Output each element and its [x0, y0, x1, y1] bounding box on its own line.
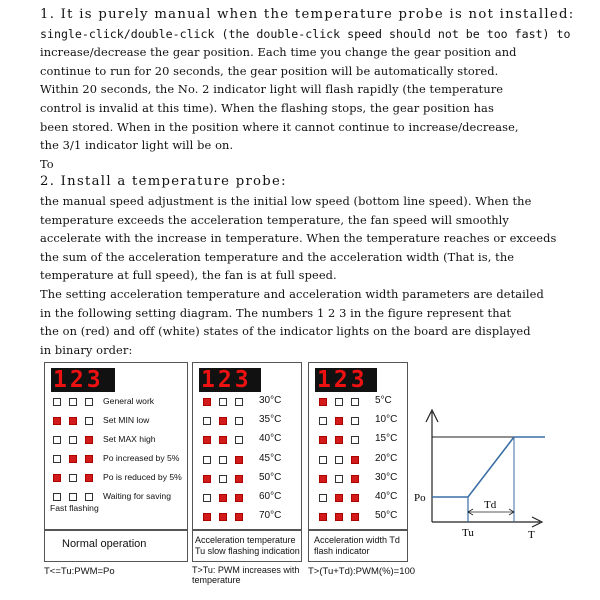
panel-below-line: temperature [192, 575, 241, 585]
setting-row [203, 510, 298, 524]
indicator-light-3 [351, 475, 359, 483]
indicator-light-2 [69, 436, 77, 444]
setting-label: Po is reduced by 5% [103, 472, 182, 482]
indicator-light-1 [319, 475, 327, 483]
setting-row [319, 510, 404, 524]
indicator-light-3 [85, 436, 93, 444]
paragraph-line: temperature at full speed), the fan is at full speed. [40, 268, 337, 283]
indicator-light-1 [203, 475, 211, 483]
setting-row [319, 453, 404, 467]
t-axis-label: T [528, 529, 535, 541]
led-display-digits: 123 [317, 367, 368, 393]
paragraph-line: 1. It is purely manual when the temperature probe is not installed: [40, 7, 575, 22]
indicator-light-1 [203, 456, 211, 464]
setting-label: Set MIN low [103, 415, 150, 425]
setting-row [53, 395, 183, 409]
indicator-light-1 [319, 398, 327, 406]
speed-curve-diagram [410, 392, 550, 542]
indicator-light-2 [219, 513, 227, 521]
indicator-light-1 [203, 436, 211, 444]
led-display [51, 368, 115, 392]
paragraph-line: the on (red) and off (white) states of the indicator lights on the board are displayed [40, 324, 531, 339]
setting-label: 45°C [259, 452, 282, 464]
setting-label: 70°C [259, 510, 282, 522]
indicator-light-1 [203, 398, 211, 406]
setting-label: 5°C [375, 395, 392, 406]
setting-row [53, 452, 183, 466]
paragraph-line: single-click/double-click (the double-click speed should not be too fast) to [40, 26, 571, 41]
indicator-light-3 [351, 494, 359, 502]
panel-below-line: T>Tu: PWM increases with [192, 565, 300, 575]
setting-row [319, 414, 404, 428]
indicator-light-2 [69, 455, 77, 463]
indicator-light-3 [351, 436, 359, 444]
setting-label: 40°C [259, 433, 282, 445]
indicator-light-3 [85, 398, 93, 406]
indicator-light-3 [85, 493, 93, 501]
acceleration-temperature-footer [192, 530, 302, 562]
indicator-light-1 [203, 513, 211, 521]
indicator-light-3 [85, 455, 93, 463]
indicator-light-3 [235, 475, 243, 483]
indicator-light-1 [319, 513, 327, 521]
indicator-light-2 [69, 398, 77, 406]
paragraph-line: continue to run for 20 seconds, the gear position will be automatically stored. [40, 63, 499, 78]
paragraph-line: control is invalid at this time). When the flashing stops, the gear position has [40, 100, 494, 115]
indicator-light-3 [351, 398, 359, 406]
indicator-light-2 [335, 456, 343, 464]
setting-row [203, 433, 298, 447]
panel-footer-line: flash indicator [314, 546, 370, 556]
indicator-light-2 [219, 398, 227, 406]
panel-footer-line: Acceleration temperature [195, 535, 296, 545]
setting-row [319, 433, 404, 447]
indicator-light-3 [351, 417, 359, 425]
indicator-light-2 [335, 417, 343, 425]
setting-row [203, 472, 298, 486]
po-label: Po [414, 492, 426, 504]
indicator-light-1 [53, 493, 61, 501]
indicator-light-3 [235, 456, 243, 464]
normal-operation-panel [44, 362, 188, 530]
panel-below-text: T>(Tu+Td):PWM(%)=100 [308, 566, 416, 577]
indicator-light-3 [235, 436, 243, 444]
indicator-light-1 [53, 398, 61, 406]
td-label: Td [484, 499, 497, 511]
setting-label: 30°C [259, 395, 282, 406]
acceleration-temperature-panel [192, 362, 302, 530]
indicator-light-2 [335, 398, 343, 406]
setting-row [53, 471, 183, 485]
led-display-digits: 123 [201, 367, 252, 393]
indicator-light-3 [235, 513, 243, 521]
panel-below-text: T<=Tu:PWM=Po [44, 566, 115, 577]
indicator-light-2 [69, 474, 77, 482]
setting-label: 40°C [375, 491, 398, 502]
indicator-light-1 [53, 474, 61, 482]
indicator-light-3 [351, 456, 359, 464]
indicator-light-3 [85, 417, 93, 425]
setting-row [203, 453, 298, 467]
setting-label: 10°C [375, 414, 398, 426]
paragraph-line: To [40, 156, 54, 171]
indicator-light-3 [235, 398, 243, 406]
panel-footer-line: Acceleration width Td [314, 535, 400, 545]
setting-row [203, 491, 298, 505]
indicator-light-1 [53, 417, 61, 425]
fast-flashing-note: Fast flashing [50, 503, 99, 513]
paragraph-line: 2. Install a temperature probe: [40, 174, 287, 190]
paragraph-line: temperature exceeds the acceleration temperature, the fan speed will smoothly [40, 212, 509, 227]
panel-footer-title: Normal operation [62, 538, 147, 550]
setting-row [319, 472, 404, 486]
paragraph-line: The setting acceleration temperature and acceleration width parameters are detailed [40, 286, 544, 301]
setting-label: 15°C [375, 433, 398, 445]
indicator-light-2 [219, 456, 227, 464]
indicator-light-1 [53, 436, 61, 444]
indicator-light-1 [319, 436, 327, 444]
paragraph-line: Within 20 seconds, the No. 2 indicator light will flash rapidly (the temperature [40, 82, 504, 97]
indicator-light-2 [335, 513, 343, 521]
indicator-light-1 [319, 494, 327, 502]
led-display [199, 368, 261, 392]
indicator-light-1 [203, 417, 211, 425]
indicator-light-2 [335, 475, 343, 483]
indicator-light-1 [319, 456, 327, 464]
setting-label: 20°C [375, 452, 398, 464]
paragraph-line: in binary order: [40, 342, 133, 357]
indicator-light-2 [219, 436, 227, 444]
setting-label: 30°C [375, 471, 398, 483]
indicator-light-2 [219, 417, 227, 425]
paragraph-line: the 3/1 indicator light will be on. [40, 138, 234, 153]
led-display [315, 368, 377, 392]
paragraph-line: in the following setting diagram. The numbers 1 2 3 in the figure represent that [40, 305, 512, 320]
paragraph-line: the sum of the acceleration temperature and the acceleration width (That is, the [40, 249, 515, 264]
setting-row [53, 433, 183, 447]
pwm-curve [432, 437, 545, 497]
setting-label: General work [103, 396, 155, 406]
tu-label: Tu [462, 527, 474, 539]
instructions-text [40, 6, 575, 359]
panel-footer-line: Tu slow flashing indication [195, 546, 300, 556]
setting-label: 50°C [375, 510, 398, 522]
paragraph-line: accelerate with the increase in temperature. When the temperature reaches or exceeds [40, 231, 557, 246]
indicator-light-2 [335, 494, 343, 502]
indicator-light-2 [219, 475, 227, 483]
indicator-light-2 [335, 436, 343, 444]
acceleration-width-panel [308, 362, 408, 530]
indicator-light-3 [235, 494, 243, 502]
indicator-light-2 [69, 493, 77, 501]
indicator-light-3 [85, 474, 93, 482]
setting-label: 50°C [259, 471, 282, 483]
setting-row [319, 491, 404, 505]
setting-row [319, 395, 404, 409]
setting-row [203, 395, 298, 409]
setting-label: 35°C [259, 414, 282, 426]
setting-label: Set MAX high [103, 434, 156, 444]
paragraph-line: increase/decrease the gear position. Each time you change the gear position and [40, 45, 517, 60]
indicator-light-1 [53, 455, 61, 463]
paragraph-line: the manual speed adjustment is the initial low speed (bottom line speed). When the [40, 193, 532, 208]
setting-label: Waiting for saving [103, 491, 171, 501]
normal-operation-footer [44, 530, 188, 562]
indicator-light-1 [203, 494, 211, 502]
setting-label: Po increased by 5% [103, 453, 180, 463]
indicator-light-2 [219, 494, 227, 502]
setting-label: 60°C [259, 491, 282, 502]
paragraph-line: been stored. When in the position where it cannot continue to increase/decrease, [40, 119, 519, 134]
setting-row [53, 414, 183, 428]
indicator-light-1 [319, 417, 327, 425]
setting-row [53, 490, 183, 504]
indicator-light-3 [351, 513, 359, 521]
indicator-light-2 [69, 417, 77, 425]
setting-row [203, 414, 298, 428]
acceleration-width-footer [308, 530, 408, 562]
indicator-light-3 [235, 417, 243, 425]
led-display-digits: 123 [53, 367, 104, 393]
